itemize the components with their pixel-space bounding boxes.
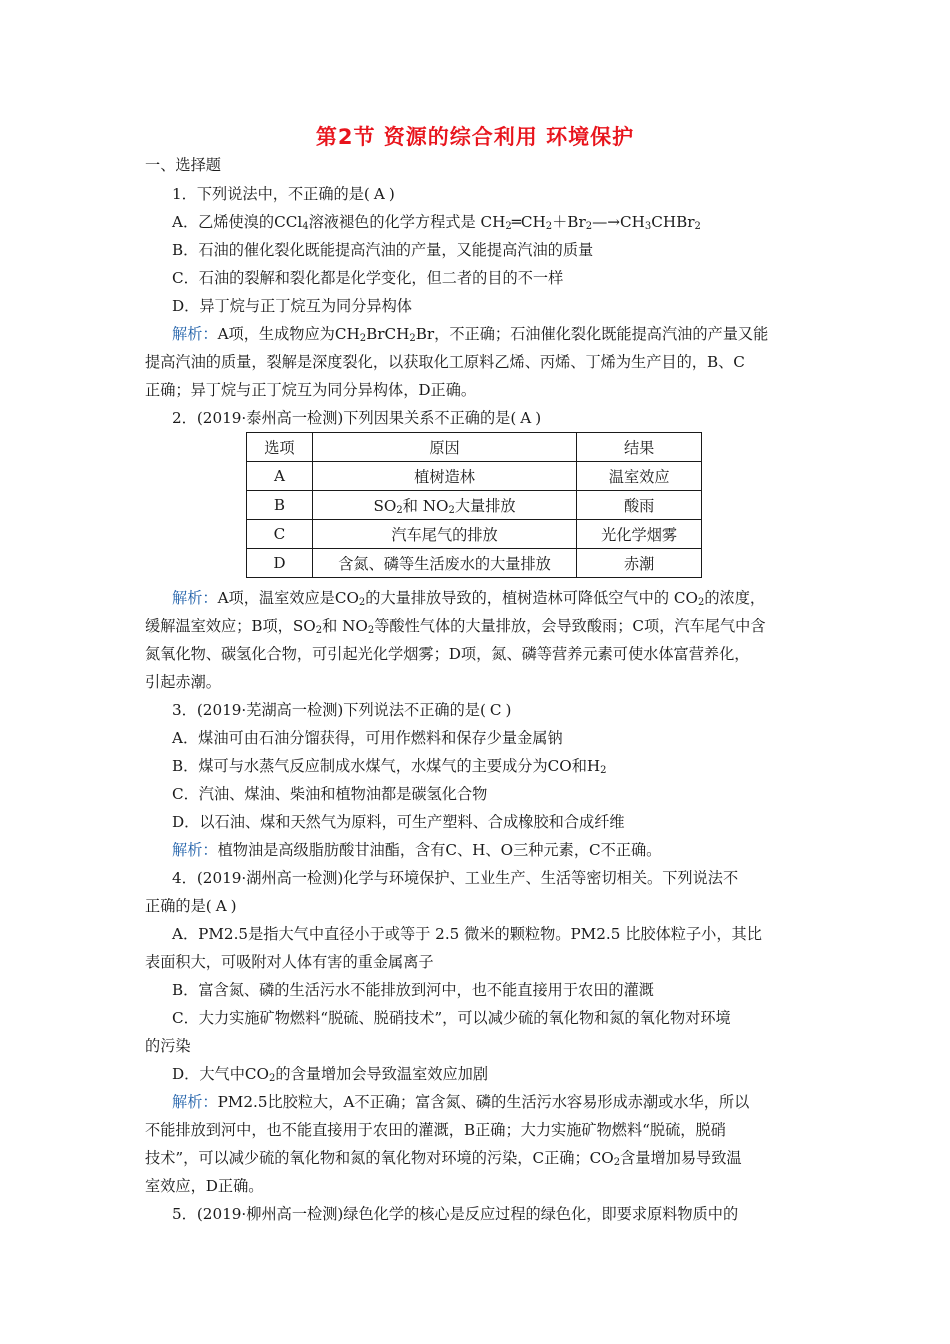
question-2-analysis-line-3: 氮氧化物、碳氢化合物，可引起光化学烟雾；D项，氮、磷等营养元素可使水体富营养化， bbox=[145, 645, 750, 663]
question-3-option-b: B．煤可与水蒸气反应制成水煤气，水煤气的主要成分为CO和$H_2$ bbox=[172, 757, 607, 776]
question-3-answer: C bbox=[489, 701, 502, 719]
question-4-answer: A bbox=[215, 897, 227, 915]
section-heading: 一、选择题 bbox=[145, 156, 221, 174]
analysis-label: 解析： bbox=[172, 841, 218, 859]
question-4-analysis-line-4: 室效应，D正确。 bbox=[145, 1177, 264, 1195]
table-cell: 赤潮 bbox=[577, 549, 702, 578]
question-2-analysis-line-2: 缓解温室效应；B项，$SO_2$和 $NO_2$等酸性气体的大量排放，会导致酸雨；C项，汽车尾气中含 bbox=[145, 617, 766, 636]
question-1-option-c: C．石油的裂解和裂化都是化学变化，但二者的目的不一样 bbox=[172, 269, 564, 287]
table-cell: C bbox=[247, 520, 313, 549]
table-cell: 光化学烟雾 bbox=[577, 520, 702, 549]
question-1-analysis-line-1: 解析：A项，生成物应为$CH_2BrCH_2Br$，不正确；石油催化裂化既能提高汽油的产量又能 bbox=[172, 325, 769, 344]
question-1-option-d: D．异丁烷与正丁烷互为同分异构体 bbox=[172, 297, 412, 315]
table-header: 选项 bbox=[247, 433, 313, 462]
question-5-stem-line-1: 5．(2019·柳州高一检测)绿色化学的核心是反应过程的绿色化，即要求原料物质中的 bbox=[172, 1205, 739, 1223]
table-cell: 植树造林 bbox=[312, 462, 576, 491]
table-row bbox=[247, 491, 702, 520]
question-3-analysis-line-1: 解析：植物油是高级脂肪酸甘油酯，含有C、H、O三种元素，C不正确。 bbox=[172, 841, 662, 859]
table-cell: 温室效应 bbox=[577, 462, 702, 491]
question-4-analysis-line-2: 不能排放到河中，也不能直接用于农田的灌溉，B正确；大力实施矿物燃料“脱硫，脱硝 bbox=[145, 1121, 726, 1139]
table-row bbox=[247, 462, 702, 491]
question-3-option-a: A．煤油可由石油分馏获得，可用作燃料和保存少量金属钠 bbox=[172, 729, 563, 747]
question-4-analysis-line-1: 解析：PM2.5比胶粒大，A不正确；富含氮、磷的生活污水容易形成赤潮或水华，所以 bbox=[172, 1093, 750, 1111]
question-1-stem: 1．下列说法中，不正确的是( A ) bbox=[172, 180, 842, 208]
table-cell: D bbox=[247, 549, 313, 578]
question-4-option-d: D．大气中$CO_2$的含量增加会导致温室效应加剧 bbox=[172, 1065, 488, 1084]
table-row bbox=[247, 520, 702, 549]
question-3-stem: 3．(2019·芜湖高一检测)下列说法不正确的是( C ) bbox=[172, 696, 842, 724]
question-4-analysis-line-3: 技术”，可以减少硫的氧化物和氮的氧化物对环境的污染，C正确；$CO_2$含量增加易导致温 bbox=[145, 1149, 742, 1168]
question-4-stem-line-2: 正确的是( A ) bbox=[145, 892, 815, 920]
analysis-label: 解析： bbox=[172, 325, 218, 343]
question-2-stem: 2．(2019·泰州高一检测)下列因果关系不正确的是( A ) bbox=[172, 404, 842, 432]
question-4-option-b: B．富含氮、磷的生活污水不能排放到河中，也不能直接用于农田的灌溉 bbox=[172, 981, 654, 999]
question-3-option-c: C．汽油、煤油、柴油和植物油都是碳氢化合物 bbox=[172, 785, 488, 803]
table-cell: A bbox=[247, 462, 313, 491]
question-4-option-a-line-1: A．PM2.5是指大气中直径小于或等于 2.5 微米的颗粒物。PM2.5 比胶体粒子小，其比 bbox=[172, 925, 762, 943]
table-header-row bbox=[247, 433, 702, 462]
question-2-analysis-line-4: 引起赤潮。 bbox=[145, 673, 221, 691]
table-row bbox=[247, 549, 702, 578]
question-1-option-b: B．石油的催化裂化既能提高汽油的产量，又能提高汽油的质量 bbox=[172, 241, 594, 259]
table-cell: B bbox=[247, 491, 313, 520]
question-2-analysis-line-1: 解析：A项，温室效应是$CO_2$的大量排放导致的，植树造林可降低空气中的 $CO_2$的浓度， bbox=[172, 589, 766, 608]
question-4-option-a-line-2: 表面积大，可吸附对人体有害的重金属离子 bbox=[145, 953, 434, 971]
question-1-answer: A bbox=[373, 185, 385, 203]
table-cell: 汽车尾气的排放 bbox=[312, 520, 576, 549]
question-1-analysis-line-3: 正确；异丁烷与正丁烷互为同分异构体，D正确。 bbox=[145, 381, 477, 399]
analysis-label: 解析： bbox=[172, 1093, 218, 1111]
question-1-option-a: A．乙烯使溴的CCl$_4$溶液褪色的化学方程式是 $CH_2═CH_2+Br_2—\to CH_3CHBr_2$ bbox=[172, 213, 701, 232]
cause-effect-table bbox=[246, 432, 702, 578]
question-4-stem-line-1: 4．(2019·湖州高一检测)化学与环境保护、工业生产、生活等密切相关。下列说法不 bbox=[172, 869, 739, 887]
page-title: 第2节 资源的综合利用 环境保护 bbox=[315, 125, 635, 149]
table-cell: 酸雨 bbox=[577, 491, 702, 520]
question-4-option-c-line-2: 的污染 bbox=[145, 1037, 191, 1055]
table-header: 结果 bbox=[577, 433, 702, 462]
analysis-label: 解析： bbox=[172, 589, 218, 607]
table-header: 原因 bbox=[312, 433, 576, 462]
table-cell: 含氮、磷等生活废水的大量排放 bbox=[312, 549, 576, 578]
question-1-analysis-line-2: 提高汽油的质量，裂解是深度裂化，以获取化工原料乙烯、丙烯、丁烯为生产目的，B、C bbox=[145, 353, 745, 371]
question-4-option-c-line-1: C．大力实施矿物燃料“脱硫、脱硝技术”，可以减少硫的氧化物和氮的氧化物对环境 bbox=[172, 1009, 731, 1027]
table-cell: $SO_2$和 $NO_2$大量排放 bbox=[312, 491, 576, 520]
question-3-option-d: D．以石油、煤和天然气为原料，可生产塑料、合成橡胶和合成纤维 bbox=[172, 813, 625, 831]
question-2-answer: A bbox=[520, 409, 532, 427]
